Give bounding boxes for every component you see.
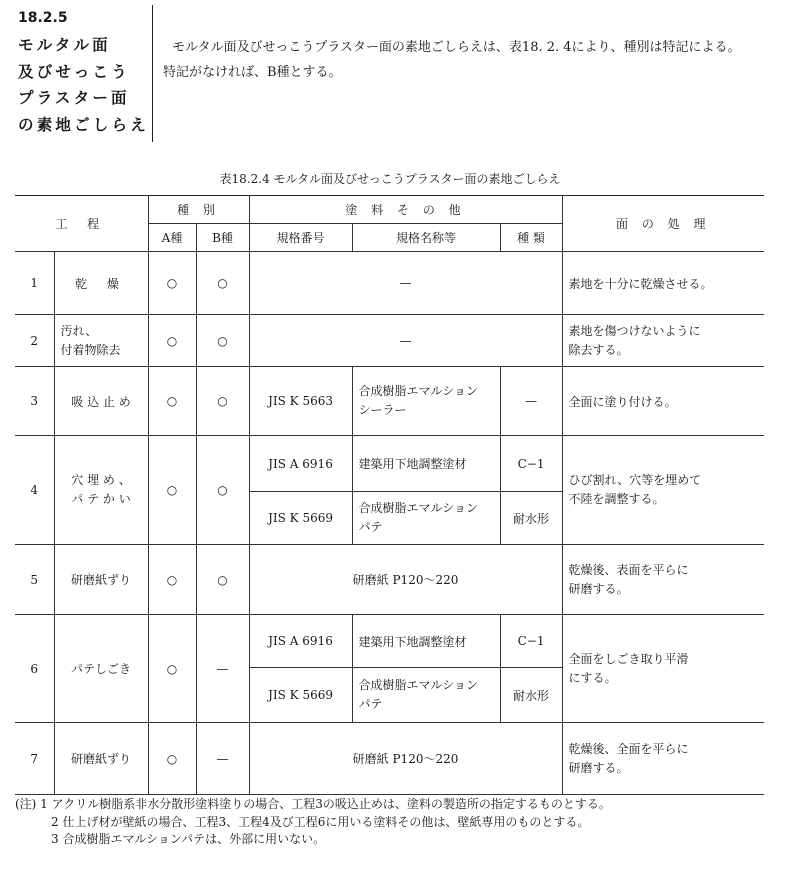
intro-line: 特記がなければ、B種とする。 — [163, 65, 342, 80]
row-number: 6 — [15, 615, 54, 723]
row-process: 汚れ、 付着物除去 — [54, 315, 148, 367]
row-number: 1 — [15, 252, 54, 315]
row-process: 乾 燥 — [54, 252, 148, 315]
row-type-b: ○ — [196, 436, 249, 545]
section-title-line: プラスター面 — [18, 89, 130, 107]
row-type-a: ○ — [148, 723, 196, 795]
preparation-table — [15, 195, 764, 795]
row-material: — — [249, 315, 562, 367]
table-row — [15, 367, 764, 436]
row-std-no: JIS K 5669 — [249, 668, 352, 723]
row-treatment: 全面に塗り付ける。 — [562, 367, 764, 436]
table-row — [15, 723, 764, 795]
header-treatment: 面 の 処 理 — [562, 196, 764, 252]
header-type-a: A種 — [148, 224, 196, 252]
row-treatment: ひび割れ、穴等を埋めて 不陸を調整する。 — [562, 436, 764, 545]
row-std-name: 合成樹脂エマルション パテ — [352, 492, 500, 545]
table-row — [15, 615, 764, 668]
heading-divider — [152, 5, 153, 142]
row-number: 4 — [15, 436, 54, 545]
table-row — [15, 315, 764, 367]
row-process: 穴 埋 め 、 パ テ か い — [54, 436, 148, 545]
header-process: 工 程 — [15, 196, 148, 252]
row-number: 7 — [15, 723, 54, 795]
row-process: 研磨紙ずり — [54, 723, 148, 795]
row-type-a: ○ — [148, 545, 196, 615]
row-std-no: JIS K 5663 — [249, 367, 352, 436]
row-number: 5 — [15, 545, 54, 615]
row-treatment: 乾燥後、全面を平らに 研磨する。 — [562, 723, 764, 795]
section-title-line: モルタル面 — [18, 36, 111, 54]
row-number: 2 — [15, 315, 54, 367]
row-kind: C−1 — [500, 436, 562, 492]
note-item: 3 合成樹脂エマルションパテは、外部に用いない。 — [51, 832, 326, 846]
header-type-b: B種 — [196, 224, 249, 252]
row-type-b: — — [196, 723, 249, 795]
row-kind: C−1 — [500, 615, 562, 668]
section-number: 18.2.5 — [18, 10, 68, 26]
row-material: 研磨紙 P120〜220 — [249, 545, 562, 615]
section-title — [18, 32, 150, 138]
row-type-b: ○ — [196, 252, 249, 315]
row-std-name: 建築用下地調整塗材 — [352, 615, 500, 668]
row-type-a: ○ — [148, 615, 196, 723]
row-process: 研磨紙ずり — [54, 545, 148, 615]
row-treatment: 素地を十分に乾燥させる。 — [562, 252, 764, 315]
table-row — [15, 252, 764, 315]
section-title-line: 及びせっこう — [18, 62, 130, 81]
row-kind: 耐水形 — [500, 668, 562, 723]
row-process: パテしごき — [54, 615, 148, 723]
header-row — [15, 196, 764, 224]
row-type-a: ○ — [148, 367, 196, 436]
intro-line: モルタル面及びせっこうプラスター面の素地ごしらえは、表18. 2. 4により、種別は特記による。 — [172, 40, 741, 55]
header-std-no: 規格番号 — [249, 224, 352, 252]
row-kind: — — [500, 367, 562, 436]
row-treatment: 全面をしごき取り平滑 にする。 — [562, 615, 764, 723]
row-type-b: — — [196, 615, 249, 723]
section-heading — [18, 8, 150, 138]
header-type: 種 別 — [148, 196, 249, 224]
table-caption: 表18.2.4 モルタル面及びせっこうプラスター面の素地ごしらえ — [219, 172, 561, 186]
row-treatment: 乾燥後、表面を平らに 研磨する。 — [562, 545, 764, 615]
table-notes — [15, 796, 785, 849]
row-std-name: 合成樹脂エマルション シーラー — [352, 367, 500, 436]
row-std-no: JIS K 5669 — [249, 492, 352, 545]
row-std-no: JIS A 6916 — [249, 436, 352, 492]
table-row — [15, 436, 764, 492]
section-title-line: の素地ごしらえ — [18, 115, 149, 134]
row-std-name: 合成樹脂エマルション パテ — [352, 668, 500, 723]
row-type-a: ○ — [148, 436, 196, 545]
table-row — [15, 545, 764, 615]
header-kind: 種 類 — [500, 224, 562, 252]
row-type-b: ○ — [196, 315, 249, 367]
row-material: — — [249, 252, 562, 315]
row-type-b: ○ — [196, 367, 249, 436]
row-std-name: 建築用下地調整塗材 — [352, 436, 500, 492]
row-number: 3 — [15, 367, 54, 436]
note-item: (注) 1 アクリル樹脂系非水分散形塗料塗りの場合、工程3の吸込止めは、塗料の製造所の指定するものとする。 — [15, 797, 611, 811]
intro-paragraph — [163, 35, 783, 85]
row-type-b: ○ — [196, 545, 249, 615]
note-item: 2 仕上げ材が壁紙の場合、工程3、工程4及び工程6に用いる塗料その他は、壁紙専用のものとする。 — [51, 814, 590, 829]
row-kind: 耐水形 — [500, 492, 562, 545]
row-treatment: 素地を傷つけないように 除去する。 — [562, 315, 764, 367]
row-type-a: ○ — [148, 252, 196, 315]
header-std-name: 規格名称等 — [352, 224, 500, 252]
row-std-no: JIS A 6916 — [249, 615, 352, 668]
row-type-a: ○ — [148, 315, 196, 367]
header-materials: 塗 料 そ の 他 — [249, 196, 562, 224]
row-material: 研磨紙 P120〜220 — [249, 723, 562, 795]
row-process: 吸 込 止 め — [54, 367, 148, 436]
